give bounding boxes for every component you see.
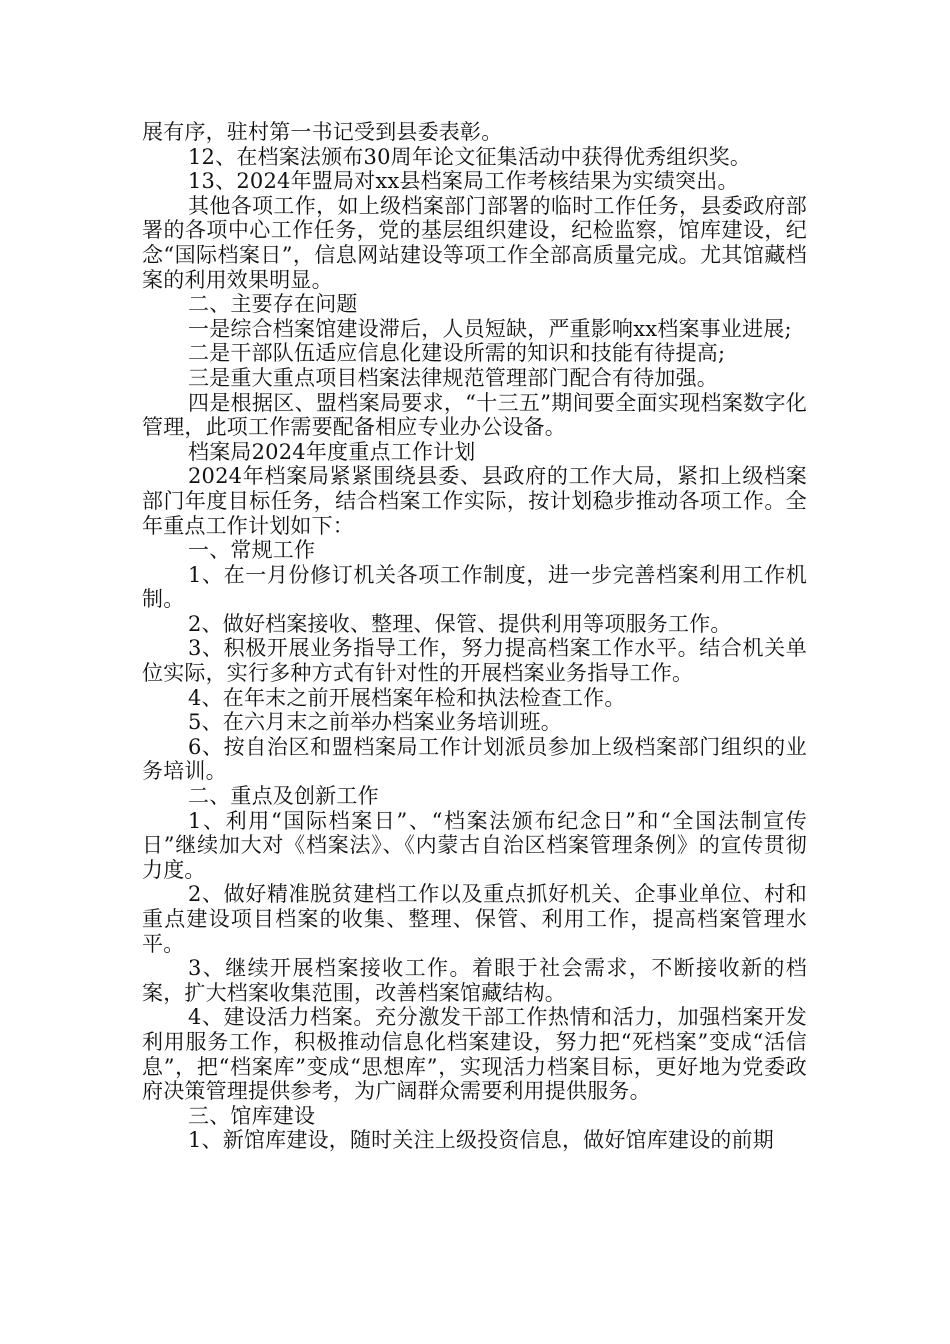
paragraph-building-1: 1、新馆库建设，随时关注上级投资信息，做好馆库建设的前期: [188, 1128, 774, 1153]
paragraph-plan-intro: 2024年档案局紧紧围绕县委、县政府的工作大局，紧扣上级档案部门年度目标任务，结合档案工作实际，按计划稳步推动各项工作。全年重点工作计划如下：: [142, 464, 807, 538]
section-heading-problems: 二、主要存在问题: [188, 292, 358, 317]
paragraph-routine-6: 6、按自治区和盟档案局工作计划派员参加上级档案部门组织的业务培训。: [142, 734, 807, 784]
paragraph-routine-1: 1、在一月份修订机关各项工作制度，进一步完善档案利用工作机制。: [142, 562, 807, 612]
paragraph-problem-1: 一是综合档案馆建设滞后，人员短缺，严重影响xx档案事业进展;: [188, 316, 792, 341]
paragraph-key-4: 4、建设活力档案。充分激发干部工作热情和活力，加强档案开发利用服务工作，积极推动信息化档案建设，努力把“死档案”变成“活信息”，把“档案库”变成“思想库”，实现活力档案目标，更好地为党委政府决策管理提供参考，为广阔群众需要利用提供服务。: [142, 1005, 807, 1104]
paragraph-continued: 展有序，驻村第一书记受到县委表彰。: [142, 120, 503, 144]
section-heading-key-work: 二、重点及创新工作: [188, 784, 379, 809]
paragraph-item-12: 12、在档案法颁布30周年论文征集活动中获得优秀组织奖。: [188, 144, 752, 169]
paragraph-key-2: 2、做好精准脱贫建档工作以及重点抓好机关、企事业单位、村和重点建设项目档案的收集、整理、保管、利用工作，提高档案管理水平。: [142, 882, 807, 956]
paragraph-other-work: 其他各项工作，如上级档案部门部署的临时工作任务，县委政府部署的各项中心工作任务，党的基层组织建设，纪检监察，馆库建设，纪念“国际档案日”，信息网站建设等项工作全部高质量完成。尤其馆藏档案的利用效果明显。: [142, 193, 807, 292]
paragraph-routine-5: 5、在六月末之前举办档案业务培训班。: [188, 710, 562, 735]
paragraph-routine-2: 2、做好档案接收、整理、保管、提供利用等项服务工作。: [188, 611, 732, 636]
paragraph-key-1: 1、利用“国际档案日”、“档案法颁布纪念日”和“全国法制宣传日”继续加大对《档案法》、《内蒙古自治区档案管理条例》的宣传贯彻力度。: [142, 808, 807, 882]
paragraph-item-13: 13、2024年盟局对xx县档案局工作考核结果为实绩突出。: [188, 169, 739, 194]
paragraph-routine-3: 3、积极开展业务指导工作，努力提高档案工作水平。结合机关单位实际，实行多种方式有针对性的开展档案业务指导工作。: [142, 636, 807, 686]
paragraph-key-3: 3、继续开展档案接收工作。着眼于社会需求，不断接收新的档案，扩大档案收集范围，改善档案馆藏结构。: [142, 956, 807, 1005]
document-title-plan: 档案局2024年度重点工作计划: [188, 439, 476, 464]
paragraph-problem-2: 二是干部队伍适应信息化建设所需的知识和技能有待提高;: [188, 341, 726, 366]
document-body: [142, 120, 807, 1153]
section-heading-building: 三、馆库建设: [188, 1103, 316, 1128]
paragraph-problem-3: 三是重大重点项目档案法律规范管理部门配合有待加强。: [188, 365, 718, 390]
section-heading-routine: 一、常规工作: [188, 538, 316, 563]
paragraph-routine-4: 4、在年末之前开展档案年检和执法检查工作。: [188, 685, 626, 710]
paragraph-problem-4: 四是根据区、盟档案局要求，“十三五”期间要全面实现档案数字化管理，此项工作需要配备相应专业办公设备。: [142, 390, 807, 440]
